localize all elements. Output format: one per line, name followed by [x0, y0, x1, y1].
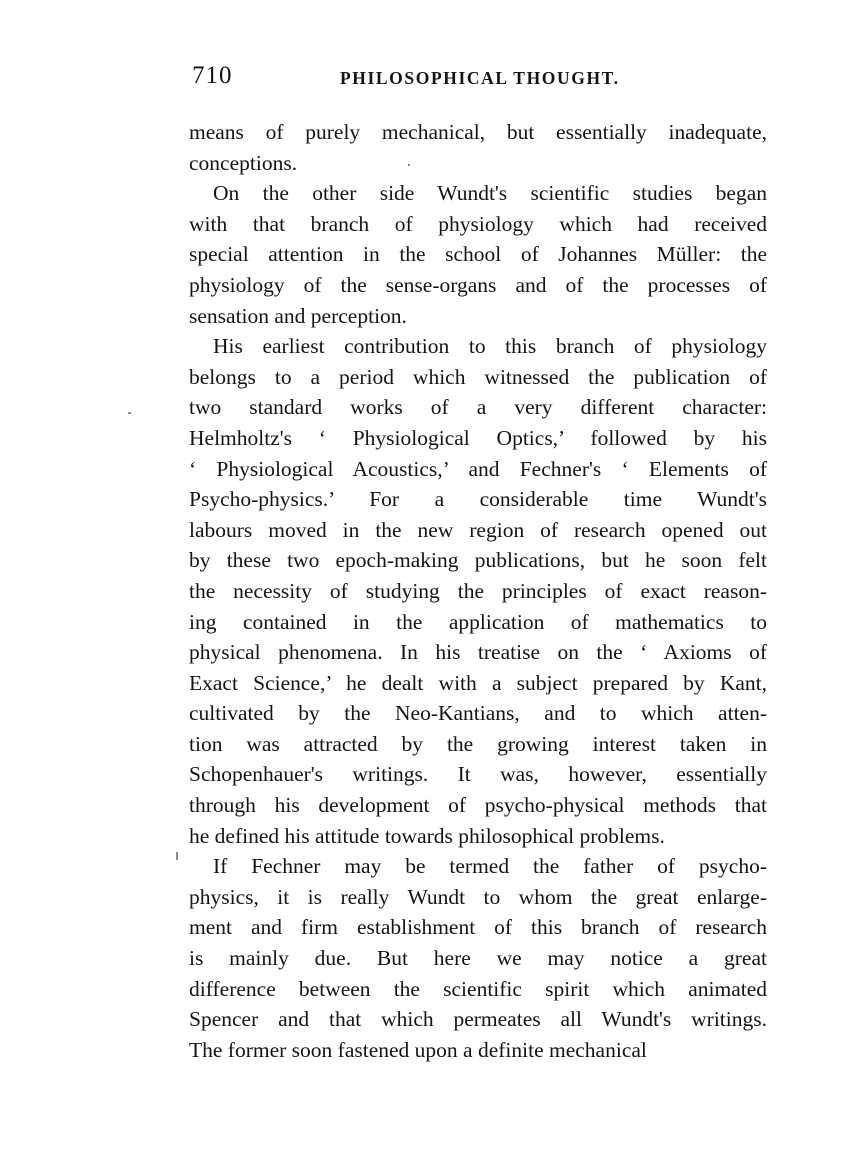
text-line: the necessity of studying the principles of exact reason-: [189, 578, 767, 603]
text-line: Exact Science,’ he dealt with a subject prepared by Kant,: [189, 670, 767, 695]
paragraph: [189, 331, 767, 851]
running-title: PHILOSOPHICAL THOUGHT.: [340, 68, 620, 88]
text-line: ing contained in the application of mathematics to: [189, 609, 767, 634]
text-line: with that branch of physiology which had received: [189, 211, 767, 236]
text-line: is mainly due. But here we may notice a great: [189, 946, 767, 971]
text-line: by these two epoch-making publications, but he soon felt: [189, 548, 767, 573]
margin-speck: [176, 852, 178, 860]
text-line: he defined his attitude towards philosophical problems.: [189, 823, 665, 848]
page-number: 710: [192, 62, 233, 89]
text-line: physics, it is really Wundt to whom the great enlarge-: [189, 884, 767, 909]
text-line: ‘ Physiological Acoustics,’ and Fechner's ‘ Elements of: [189, 456, 767, 481]
text-line: conceptions.: [189, 150, 298, 175]
text-line: cultivated by the Neo-Kantians, and to which atten-: [189, 701, 767, 726]
text-line: difference between the scientific spirit which animated: [189, 976, 767, 1001]
text-line: means of purely mechanical, but essentially inadequate,: [189, 120, 767, 144]
text-line: two standard works of a very different character:: [189, 395, 767, 420]
text-line: sensation and perception.: [189, 303, 407, 328]
paragraph: [189, 851, 767, 1065]
text-line: through his development of psycho-physical methods that: [189, 793, 767, 818]
margin-speck: [128, 412, 131, 414]
paragraph: [189, 178, 767, 331]
text-line: His earliest contribution to this branch of physiology: [213, 334, 767, 359]
running-head: [192, 62, 772, 94]
margin-speck: [408, 164, 410, 166]
text-line: labours moved in the new region of research opened out: [189, 517, 767, 542]
text-line: On the other side Wundt's scientific studies began: [213, 181, 767, 206]
paragraph: [189, 117, 767, 178]
text-line: tion was attracted by the growing interest taken in: [189, 731, 767, 756]
text-line: physiology of the sense-organs and of the processes of: [189, 272, 767, 297]
text-line: Psycho-physics.’ For a considerable time Wundt's: [189, 487, 767, 512]
text-line: physical phenomena. In his treatise on the ‘ Axioms of: [189, 640, 767, 665]
text-line: belongs to a period which witnessed the publication of: [189, 364, 767, 389]
text-line: If Fechner may be termed the father of psycho-: [213, 854, 767, 879]
text-line: The former soon fastened upon a definite mechanical: [189, 1037, 647, 1062]
text-line: ment and firm establishment of this branch of research: [189, 915, 767, 940]
text-line: special attention in the school of Johannes Müller: the: [189, 242, 767, 267]
text-line: Schopenhauer's writings. It was, however, essentially: [189, 762, 767, 787]
text-line: Helmholtz's ‘ Physiological Optics,’ followed by his: [189, 425, 767, 450]
body-text: [189, 117, 767, 1065]
text-line: Spencer and that which permeates all Wundt's writings.: [189, 1007, 767, 1032]
